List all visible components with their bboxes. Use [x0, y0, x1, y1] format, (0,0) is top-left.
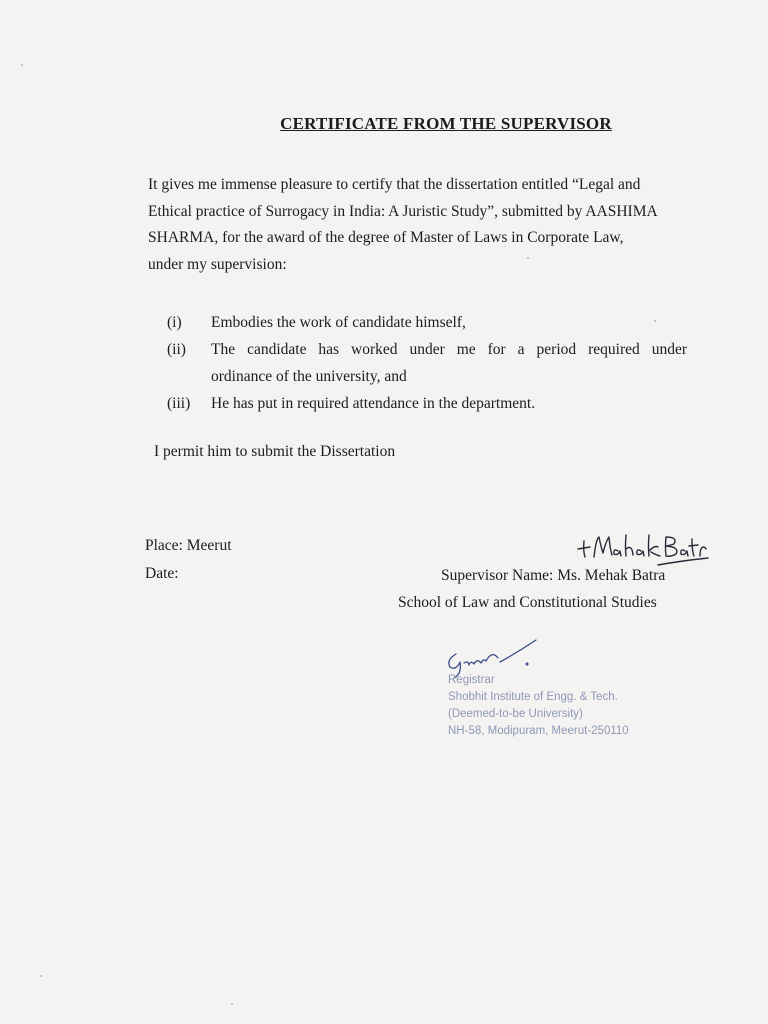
- certification-list: [167, 309, 687, 417]
- school-name: School of Law and Constitutional Studies: [398, 594, 657, 611]
- list-item-text: ordinance of the university, and: [211, 368, 407, 385]
- list-item-text: He has put in required attendance in the department.: [211, 395, 536, 412]
- list-item-number: (iii): [167, 395, 191, 412]
- list-item-text: Embodies the work of candidate himself,: [211, 314, 466, 331]
- supervisor-name: Supervisor Name: Ms. Mehak Batra: [441, 567, 666, 584]
- list-item-number: (i): [167, 314, 182, 331]
- list-item: [167, 390, 687, 417]
- registrar-stamp-text: [448, 672, 629, 740]
- paper-speck: [40, 975, 42, 977]
- permit-statement: I permit him to submit the Dissertation: [154, 443, 396, 460]
- paper-speck: [21, 64, 23, 66]
- supervisor-signature: [572, 525, 712, 573]
- stamp-line: Registrar: [448, 674, 495, 686]
- stamp-line: Shobhit Institute of Engg. & Tech.: [448, 691, 618, 703]
- intro-line: SHARMA, for the award of the degree of Master of Laws in Corporate Law,: [148, 229, 624, 246]
- list-item-text: The candidate has worked under me for a period required under: [211, 341, 687, 358]
- certificate-title: CERTIFICATE FROM THE SUPERVISOR: [280, 114, 612, 133]
- list-item: [167, 336, 687, 390]
- stamp-line: NH-58, Modipuram, Meerut-250110: [448, 725, 629, 737]
- list-item-number: (ii): [167, 341, 186, 358]
- paper-speck: [231, 1003, 233, 1005]
- paper-speck: [654, 320, 656, 322]
- place-field: Place: Meerut: [145, 537, 232, 554]
- certificate-intro: [148, 172, 688, 278]
- stamp-line: (Deemed-to-be University): [448, 708, 583, 720]
- intro-line: It gives me immense pleasure to certify that the dissertation entitled “Legal and: [148, 176, 641, 193]
- list-item: [167, 309, 687, 336]
- intro-line: under my supervision:: [148, 255, 287, 273]
- date-field: Date:: [145, 565, 179, 582]
- paper-speck: [527, 257, 529, 259]
- intro-line: Ethical practice of Surrogacy in India: A Juristic Study”, submitted by AASHIMA: [148, 202, 658, 220]
